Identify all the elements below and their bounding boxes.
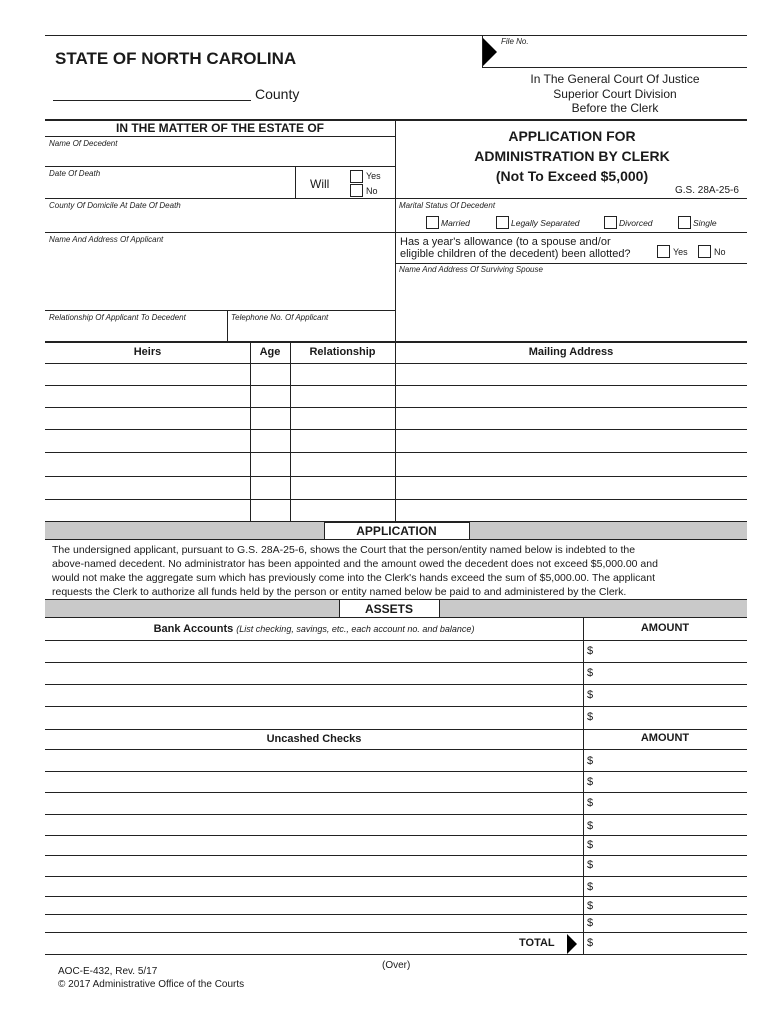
form-number: AOC-E-432, Rev. 5/17 [58, 966, 158, 977]
bank-accounts-label: Bank Accounts [153, 623, 234, 635]
total-label: TOTAL [519, 937, 555, 949]
application-line-2: above-named decedent. No administrator has been appointed and the amount owed the decedent does not exceed $5,000.00 and [52, 558, 658, 570]
will-yes-label: Yes [366, 171, 381, 181]
application-line-4: requests the Clerk to authorize all funds held by the person or entity named below be paid to and administered by the Clerk. [52, 586, 627, 598]
county-blank-line[interactable] [53, 100, 251, 101]
table-row[interactable] [45, 749, 747, 750]
check-amount-6[interactable]: $ [587, 859, 594, 871]
married-checkbox[interactable] [426, 216, 439, 229]
assets-bar-left [45, 600, 339, 617]
will-yes-checkbox[interactable] [350, 170, 363, 183]
checks-amount-header: AMOUNT [640, 732, 690, 744]
date-of-death-label: Date Of Death [49, 169, 101, 178]
county-label: County [255, 86, 300, 102]
check-amount-8[interactable]: $ [587, 900, 594, 912]
table-row[interactable] [45, 499, 747, 500]
form-title [400, 126, 744, 186]
bank-amount-1[interactable]: $ [587, 645, 594, 657]
assets-heading: ASSETS [364, 602, 413, 616]
application-heading-right [469, 521, 470, 539]
bank-accounts-note: (List checking, savings, etc., each account no. and balance) [236, 624, 475, 634]
assets-bar-right [439, 600, 747, 617]
assets-heading-right [439, 599, 440, 617]
table-row[interactable] [45, 855, 747, 856]
table-row[interactable] [45, 932, 747, 933]
file-no-bottom [482, 67, 747, 68]
table-row[interactable] [45, 914, 747, 915]
relationship-divider [227, 310, 228, 341]
check-amount-3[interactable]: $ [587, 797, 594, 809]
allowance-yes-label: Yes [673, 247, 688, 257]
title-line-3: (Not To Exceed $5,000) [495, 168, 649, 184]
heirs-divider-3 [395, 341, 396, 521]
applicant-name-address-label: Name And Address Of Applicant [49, 235, 164, 244]
will-no-label: No [366, 186, 378, 196]
check-amount-4[interactable]: $ [587, 820, 594, 832]
heirs-col-heirs: Heirs [133, 346, 162, 358]
table-row[interactable] [45, 662, 747, 663]
bank-accounts-header [45, 623, 583, 635]
table-row[interactable] [45, 429, 747, 430]
allowance-no-checkbox[interactable] [698, 245, 711, 258]
legally-separated-checkbox[interactable] [496, 216, 509, 229]
allowance-question [400, 237, 631, 260]
state-title: STATE OF NORTH CAROLINA [55, 49, 297, 68]
heirs-divider-2 [290, 341, 291, 521]
table-row[interactable] [45, 363, 747, 364]
single-checkbox[interactable] [678, 216, 691, 229]
estate-center-divider [395, 119, 396, 341]
title-line-1: APPLICATION FOR [508, 128, 636, 144]
table-row[interactable] [45, 835, 747, 836]
heirs-divider-1 [250, 341, 251, 521]
will-label: Will [310, 177, 330, 191]
table-row[interactable] [45, 476, 747, 477]
bank-amount-2[interactable]: $ [587, 667, 594, 679]
application-bar-right [469, 522, 747, 539]
application-text [52, 543, 658, 599]
top-border [45, 35, 747, 36]
heirs-col-mailing: Mailing Address [528, 346, 614, 358]
allowance-line-2: eligible children of the decedent) been allotted? [400, 247, 631, 260]
over-label: (Over) [382, 960, 411, 971]
heirs-col-age: Age [259, 346, 281, 358]
table-row[interactable] [45, 640, 747, 641]
telephone-label: Telephone No. Of Applicant [231, 313, 329, 322]
death-line [45, 198, 747, 199]
name-of-decedent-label: Name Of Decedent [49, 139, 118, 148]
table-row[interactable] [45, 814, 747, 815]
allowance-line [395, 263, 747, 264]
application-heading-line [45, 539, 747, 540]
check-amount-2[interactable]: $ [587, 776, 594, 788]
allowance-yes-checkbox[interactable] [657, 245, 670, 258]
bank-amount-3[interactable]: $ [587, 689, 594, 701]
check-amount-5[interactable]: $ [587, 839, 594, 851]
court-line-1: In The General Court Of Justice [530, 72, 700, 86]
application-line-1: The undersigned applicant, pursuant to G.S. 28A-25-6, shows the Court that the person/entity named below is indebted to the [52, 544, 636, 556]
table-row[interactable] [45, 954, 747, 955]
title-line-2: ADMINISTRATION BY CLERK [474, 148, 670, 164]
decedent-line [45, 166, 395, 167]
table-row[interactable] [45, 385, 747, 386]
total-arrow-icon [567, 934, 577, 954]
bank-amount-header: AMOUNT [640, 622, 690, 634]
allowance-no-label: No [714, 247, 726, 257]
court-info [480, 72, 750, 116]
court-line-3: Before the Clerk [571, 101, 659, 115]
will-divider [295, 166, 296, 198]
assets-heading-line [45, 617, 747, 618]
heirs-top-border [45, 341, 747, 343]
file-no-label: File No. [501, 37, 529, 46]
heirs-col-relationship: Relationship [309, 346, 376, 358]
application-bar-left [45, 522, 324, 539]
file-no-arrow-icon [483, 38, 497, 66]
table-row[interactable] [45, 684, 747, 685]
surviving-spouse-label: Name And Address Of Surviving Spouse [399, 265, 543, 274]
statute-ref: G.S. 28A-25-6 [675, 185, 739, 196]
applicant-line [45, 310, 395, 311]
married-label: Married [441, 218, 470, 228]
divorced-checkbox[interactable] [604, 216, 617, 229]
will-no-checkbox[interactable] [350, 184, 363, 197]
table-row[interactable] [45, 706, 747, 707]
court-line-2: Superior Court Division [553, 86, 677, 101]
table-row[interactable] [45, 452, 747, 453]
legally-separated-label: Legally Separated [511, 218, 580, 228]
table-row[interactable] [45, 896, 747, 897]
divorced-label: Divorced [619, 218, 653, 228]
bank-amount-divider [583, 617, 584, 729]
check-amount-7[interactable]: $ [587, 881, 594, 893]
estate-heading-line [45, 136, 395, 137]
single-label: Single [693, 218, 717, 228]
table-row[interactable] [45, 729, 747, 730]
total-amount[interactable]: $ [587, 937, 594, 949]
estate-heading: IN THE MATTER OF THE ESTATE OF [116, 121, 324, 135]
allowance-line-1: Has a year's allowance (to a spouse and/or [400, 236, 611, 248]
table-row[interactable] [45, 876, 747, 877]
copyright: © 2017 Administrative Office of the Courts [58, 979, 245, 990]
checks-amount-divider [583, 729, 584, 954]
check-amount-1[interactable]: $ [587, 755, 594, 767]
table-row[interactable] [45, 771, 747, 772]
check-amount-9[interactable]: $ [587, 917, 594, 929]
county-of-domicile-label: County Of Domicile At Date Of Death [49, 201, 181, 210]
table-row[interactable] [45, 407, 747, 408]
application-line-3: would not make the aggregate sum which has previously come into the Clerk's hands exceed the sum of $5,000.00. The applicant [52, 572, 655, 584]
domicile-line [45, 232, 747, 233]
relationship-label: Relationship Of Applicant To Decedent [49, 313, 186, 322]
application-heading: APPLICATION [356, 524, 437, 538]
uncashed-checks-label: Uncashed Checks [266, 733, 362, 745]
table-row[interactable] [45, 792, 747, 793]
bank-amount-4[interactable]: $ [587, 711, 594, 723]
marital-status-label: Marital Status Of Decedent [399, 201, 496, 210]
